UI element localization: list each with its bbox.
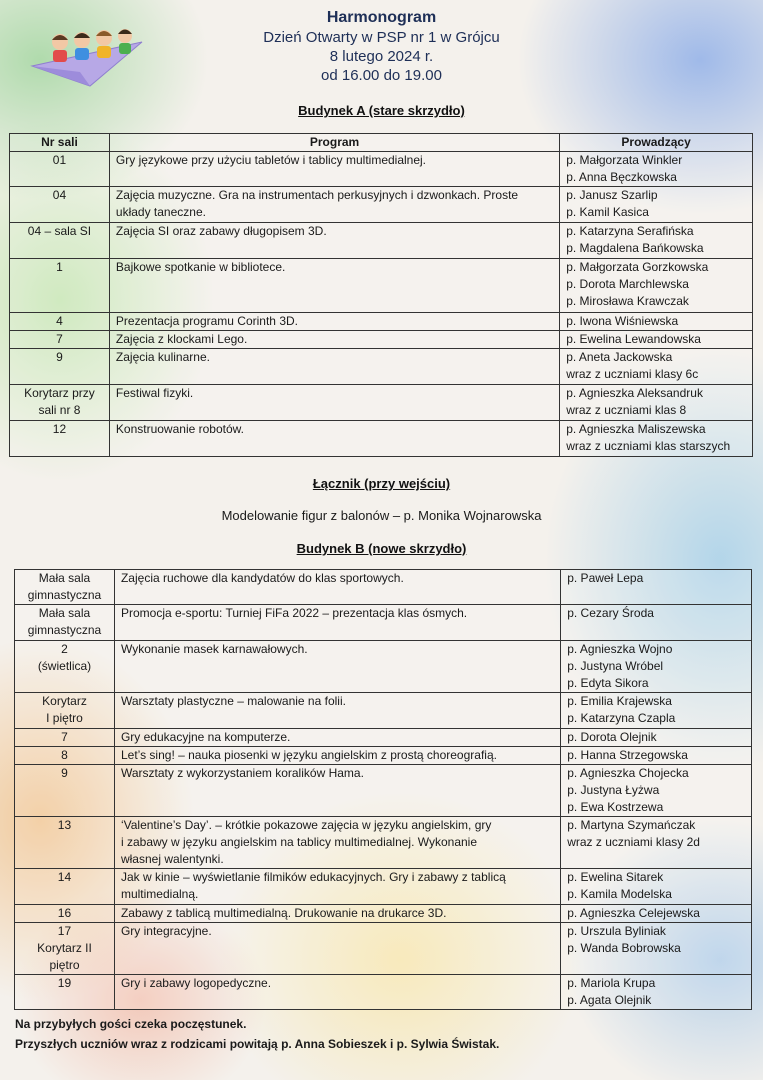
- cell-program-line: Zajęcia kulinarne.: [115, 350, 210, 364]
- cell-room-line: 9: [61, 766, 68, 780]
- cell-room-line: 01: [52, 153, 67, 167]
- cell-leaders-line: wraz z uczniami klas starszych: [566, 439, 731, 453]
- cell-leaders-line: p. Magdalena Bańkowska: [566, 241, 704, 255]
- cell-room-line: Korytarz: [42, 694, 87, 708]
- cell-program: [114, 693, 560, 729]
- cell-room-line: Korytarz II: [37, 941, 92, 955]
- cell-leaders: [560, 223, 753, 259]
- cell-program-line: Jak w kinie – wyświetlanie filmików edukacyjnych. Gry i zabawy z tablicą: [120, 870, 506, 884]
- cell-leaders-line: p. Hanna Strzegowska: [567, 748, 688, 762]
- cell-leaders: [560, 349, 753, 385]
- cell-leaders-line: p. Dorota Marchlewska: [566, 277, 689, 291]
- table-row: [15, 693, 752, 729]
- cell-leaders-line: p. Aneta Jackowska: [566, 350, 673, 364]
- cell-program-line: Wykonanie masek karnawałowych.: [120, 642, 308, 656]
- cell-leaders: [561, 923, 752, 975]
- lacznik-title: Łącznik (przy wejściu): [312, 476, 451, 491]
- cell-leaders-line: p. Agnieszka Wojno: [567, 642, 673, 656]
- cell-program: [114, 605, 560, 641]
- cell-program: [109, 331, 559, 349]
- table-row: [10, 152, 753, 187]
- table-row: [15, 975, 752, 1010]
- cell-leaders-line: p. Dorota Olejnik: [567, 730, 657, 744]
- cell-program-line: Gry edukacyjne na komputerze.: [120, 730, 291, 744]
- cell-program-line: Konstruowanie robotów.: [115, 422, 244, 436]
- cell-room: [15, 747, 115, 765]
- cell-program: [109, 385, 559, 421]
- cell-leaders-line: p. Agnieszka Chojecka: [567, 766, 689, 780]
- cell-room: [15, 975, 115, 1010]
- cell-room-line: gimnastyczna: [27, 588, 102, 602]
- cell-leaders-line: wraz z uczniami klasy 2d: [567, 835, 700, 849]
- cell-room-line: 04 – sala SI: [27, 224, 92, 238]
- table-row: [15, 905, 752, 923]
- cell-program: [114, 641, 560, 693]
- cell-room-line: 19: [57, 976, 72, 990]
- cell-program-line: Warsztaty plastyczne – malowanie na folii.: [120, 694, 346, 708]
- cell-leaders-line: p. Kamil Kasica: [566, 205, 649, 219]
- cell-program-line: Gry integracyjne.: [120, 924, 212, 938]
- cell-leaders-line: p. Ewelina Lewandowska: [566, 332, 701, 346]
- table-row: [10, 259, 753, 313]
- cell-program-line: ‘Valentine’s Day’. – krótkie pokazowe zajęcia w języku angielskim, gry: [120, 818, 492, 832]
- cell-program: [114, 869, 560, 905]
- event-name: Dzień Otwarty w PSP nr 1 w Grójcu: [263, 29, 500, 46]
- table-row: [15, 729, 752, 747]
- cell-leaders-line: p. Mirosława Krawczak: [566, 294, 689, 308]
- event-hours: od 16.00 do 19.00: [321, 67, 442, 84]
- cell-leaders: [561, 905, 752, 923]
- cell-leaders-line: wraz z uczniami klas 8: [566, 403, 687, 417]
- cell-program: [109, 349, 559, 385]
- cell-room: [10, 349, 110, 385]
- cell-leaders-line: p. Małgorzata Gorzkowska: [566, 260, 709, 274]
- cell-program: [109, 152, 559, 187]
- cell-room: [10, 385, 110, 421]
- cell-leaders: [560, 385, 753, 421]
- building-b-table: [14, 569, 752, 1010]
- cell-leaders-line: p. Mariola Krupa: [567, 976, 656, 990]
- cell-room: [15, 817, 115, 869]
- cell-program-line: Promocja e-sportu: Turniej FiFa 2022 – prezentacja klas ósmych.: [120, 606, 468, 620]
- cell-room-line: 4: [56, 314, 63, 328]
- cell-leaders: [561, 765, 752, 817]
- cell-program: [114, 975, 560, 1010]
- cell-program-line: Zajęcia muzyczne. Gra na instrumentach perkusyjnych i dzwonkach. Proste: [115, 188, 519, 202]
- cell-leaders-line: p. Małgorzata Winkler: [566, 153, 683, 167]
- cell-leaders-line: p. Katarzyna Serafińska: [566, 224, 694, 238]
- cell-program-line: i zabawy w języku angielskim na tablicy multimedialnej. Wykonanie: [120, 835, 478, 849]
- table-row: [15, 605, 752, 641]
- column-header-leaders: Prowadzący: [560, 134, 753, 152]
- cell-leaders-line: p. Agnieszka Maliszewska: [566, 422, 706, 436]
- cell-room-line: Korytarz przy: [24, 386, 95, 400]
- table-header-row: [10, 134, 753, 152]
- table-row: [15, 869, 752, 905]
- cell-room-line: Mała sala: [38, 571, 91, 585]
- cell-program-line: Let’s sing! – nauka piosenki w języku angielskim z prostą choreografią.: [120, 748, 497, 762]
- table-row: [15, 817, 752, 869]
- cell-room: [15, 570, 115, 605]
- footer-welcome: Przyszłych uczniów wraz z rodzicami powitają p. Anna Sobieszek i p. Sylwia Świstak.: [15, 1037, 500, 1051]
- cell-room-line: 13: [57, 818, 72, 832]
- cell-leaders: [560, 187, 753, 223]
- cell-room-line: piętro: [49, 958, 80, 972]
- cell-program-line: własnej walentynki.: [120, 852, 224, 866]
- cell-room-line: 2: [61, 642, 68, 656]
- cell-program-line: multimedialną.: [120, 887, 199, 901]
- cell-leaders: [561, 869, 752, 905]
- table-row: [15, 570, 752, 605]
- cell-room: [15, 923, 115, 975]
- cell-room-line: 16: [57, 906, 72, 920]
- cell-room-line: 8: [61, 748, 68, 762]
- cell-program: [109, 421, 559, 457]
- cell-room: [10, 152, 110, 187]
- cell-leaders-line: p. Katarzyna Czapla: [567, 711, 676, 725]
- cell-leaders: [561, 570, 752, 605]
- column-header-program: Program: [109, 134, 559, 152]
- cell-room-line: Mała sala: [38, 606, 91, 620]
- cell-program: [114, 570, 560, 605]
- cell-program: [109, 259, 559, 313]
- table-row: [10, 385, 753, 421]
- building-a-table: [9, 133, 753, 457]
- cell-leaders: [561, 693, 752, 729]
- cell-room-line: 7: [61, 730, 68, 744]
- cell-program-line: Prezentacja programu Corinth 3D.: [115, 314, 298, 328]
- cell-room: [10, 331, 110, 349]
- cell-leaders-line: p. Iwona Wiśniewska: [566, 314, 679, 328]
- cell-leaders-line: p. Ewa Kostrzewa: [567, 800, 664, 814]
- cell-room-line: 1: [56, 260, 63, 274]
- cell-leaders-line: p. Agnieszka Celejewska: [567, 906, 700, 920]
- cell-leaders: [561, 605, 752, 641]
- cell-program-line: Zabawy z tablicą multimedialną. Drukowanie na drukarce 3D.: [120, 906, 447, 920]
- cell-room: [15, 869, 115, 905]
- cell-room-line: 12: [52, 422, 67, 436]
- lacznik-activity: Modelowanie figur z balonów – p. Monika Wojnarowska: [221, 508, 542, 523]
- cell-room-line: I piętro: [46, 711, 83, 725]
- cell-program: [109, 187, 559, 223]
- cell-program: [114, 923, 560, 975]
- cell-room: [15, 765, 115, 817]
- building-a-title: Budynek A (stare skrzydło): [298, 103, 465, 118]
- cell-leaders-line: p. Edyta Sikora: [567, 676, 649, 690]
- cell-room-line: sali nr 8: [38, 403, 81, 417]
- cell-room-line: 7: [56, 332, 63, 346]
- cell-leaders: [560, 331, 753, 349]
- cell-room: [10, 223, 110, 259]
- cell-program-line: Warsztaty z wykorzystaniem koralików Hama.: [120, 766, 364, 780]
- cell-leaders-line: p. Emilia Krajewska: [567, 694, 672, 708]
- cell-leaders-line: p. Justyna Łyżwa: [567, 783, 660, 797]
- cell-room-line: 9: [56, 350, 63, 364]
- cell-leaders-line: wraz z uczniami klasy 6c: [566, 367, 699, 381]
- table-row: [10, 313, 753, 331]
- cell-leaders-line: p. Urszula Byliniak: [567, 924, 666, 938]
- table-row: [15, 765, 752, 817]
- table-row: [15, 641, 752, 693]
- cell-leaders: [561, 641, 752, 693]
- footer-refreshments: Na przybyłych gości czeka poczęstunek.: [15, 1017, 247, 1031]
- cell-leaders: [560, 313, 753, 331]
- cell-room-line: (świetlica): [37, 659, 92, 673]
- cell-room-line: 17: [57, 924, 72, 938]
- cell-program: [114, 817, 560, 869]
- page-title: Harmonogram: [326, 9, 437, 26]
- cell-room-line: gimnastyczna: [27, 623, 102, 637]
- cell-program-line: Zajęcia z klockami Lego.: [115, 332, 248, 346]
- cell-program-line: Bajkowe spotkanie w bibliotece.: [115, 260, 286, 274]
- cell-program-line: Festiwal fizyki.: [115, 386, 194, 400]
- cell-leaders: [560, 421, 753, 457]
- table-row: [10, 349, 753, 385]
- column-header-room: Nr sali: [10, 134, 110, 152]
- table-row: [10, 187, 753, 223]
- cell-program-line: układy taneczne.: [115, 205, 206, 219]
- cell-leaders: [561, 729, 752, 747]
- cell-leaders-line: p. Janusz Szarlip: [566, 188, 658, 202]
- footer-note: [15, 1014, 499, 1054]
- cell-program-line: Zajęcia ruchowe dla kandydatów do klas sportowych.: [120, 571, 404, 585]
- document-header: [0, 8, 763, 85]
- cell-leaders: [561, 975, 752, 1010]
- cell-room: [15, 605, 115, 641]
- cell-room-line: 14: [57, 870, 72, 884]
- table-row: [15, 747, 752, 765]
- cell-program: [114, 765, 560, 817]
- cell-program: [114, 729, 560, 747]
- cell-leaders-line: p. Agnieszka Aleksandruk: [566, 386, 703, 400]
- cell-leaders-line: p. Martyna Szymańczak: [567, 818, 696, 832]
- cell-leaders: [561, 747, 752, 765]
- table-row: [10, 223, 753, 259]
- cell-leaders: [561, 817, 752, 869]
- cell-room: [10, 187, 110, 223]
- cell-room: [15, 693, 115, 729]
- cell-room: [10, 313, 110, 331]
- cell-room: [10, 421, 110, 457]
- table-row: [15, 923, 752, 975]
- cell-leaders-line: p. Justyna Wróbel: [567, 659, 664, 673]
- cell-program-line: Zajęcia SI oraz zabawy długopisem 3D.: [115, 224, 327, 238]
- table-row: [10, 331, 753, 349]
- cell-leaders-line: p. Paweł Lepa: [567, 571, 644, 585]
- cell-room: [10, 259, 110, 313]
- cell-room: [15, 641, 115, 693]
- table-row: [10, 421, 753, 457]
- cell-room-line: 04: [52, 188, 67, 202]
- cell-program-line: Gry i zabawy logopedyczne.: [120, 976, 272, 990]
- building-b-title: Budynek B (nowe skrzydło): [296, 541, 467, 556]
- cell-program: [114, 747, 560, 765]
- cell-room: [15, 905, 115, 923]
- cell-leaders-line: p. Ewelina Sitarek: [567, 870, 664, 884]
- cell-leaders-line: p. Wanda Bobrowska: [567, 941, 681, 955]
- cell-program: [109, 313, 559, 331]
- cell-program-line: Gry językowe przy użyciu tabletów i tablicy multimedialnej.: [115, 153, 427, 167]
- cell-room: [15, 729, 115, 747]
- cell-leaders-line: p. Agata Olejnik: [567, 993, 652, 1007]
- cell-leaders-line: p. Kamila Modelska: [567, 887, 672, 901]
- cell-leaders-line: p. Cezary Środa: [567, 606, 654, 620]
- cell-program: [109, 223, 559, 259]
- cell-leaders: [560, 152, 753, 187]
- event-date: 8 lutego 2024 r.: [329, 48, 434, 65]
- cell-leaders: [560, 259, 753, 313]
- cell-leaders-line: p. Anna Bęczkowska: [566, 170, 677, 184]
- cell-program: [114, 905, 560, 923]
